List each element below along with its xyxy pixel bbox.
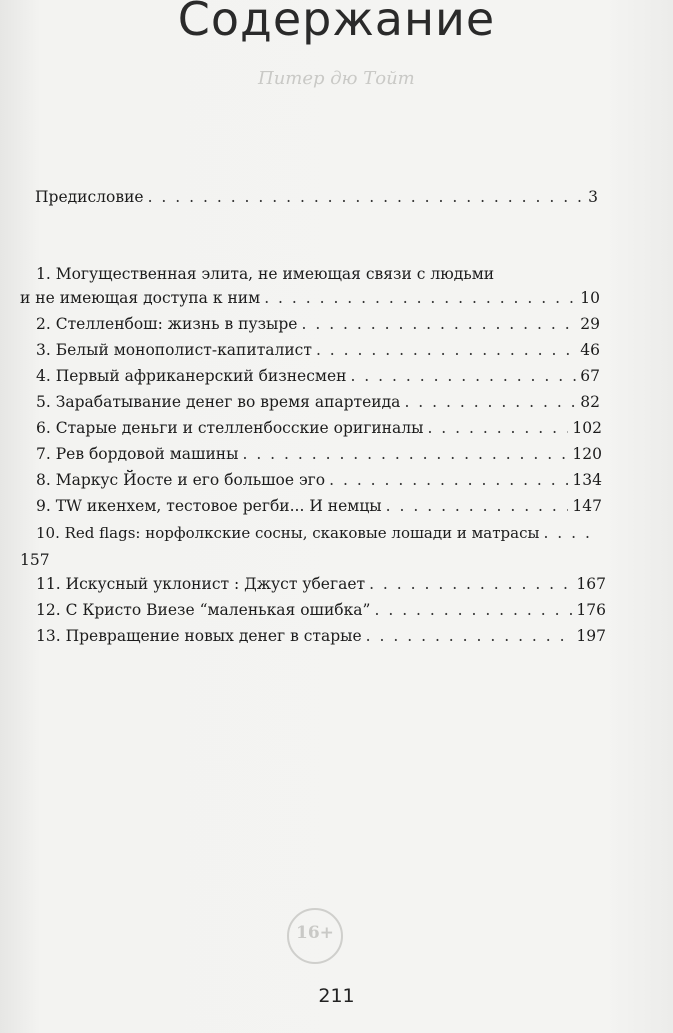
bleed-through-badge-text: 16+ — [296, 923, 334, 943]
toc-entry-label: 5. Зарабатывание денег во время апартеида — [36, 393, 401, 411]
toc-entry-label: 4. Первый африканерский бизнесмен — [36, 367, 347, 385]
toc-entry-label: 12. С Кристо Виезе “маленькая ошибка” — [36, 601, 371, 619]
toc-entry-9[interactable] — [36, 495, 602, 517]
toc-leader-dots — [329, 469, 568, 491]
toc-entry-label: 9. TW икенхем, тестовое регби... И немцы — [36, 497, 382, 515]
toc-entry-3[interactable] — [36, 339, 600, 361]
toc-entry-page: 176 — [576, 601, 606, 619]
toc-entry-page: 82 — [580, 393, 600, 411]
toc-entry-page: 197 — [576, 627, 606, 645]
toc-entry-10[interactable] — [36, 522, 604, 544]
toc-leader-dots — [316, 339, 576, 361]
toc-entry-label: 13. Превращение новых денег в старые — [36, 627, 362, 645]
toc-entry-label: 7. Рев бордовой машины — [36, 445, 239, 463]
bleed-through-author: Питер дю Тойт — [258, 68, 415, 89]
toc-entry-8[interactable] — [36, 469, 602, 491]
toc-leader-dots — [242, 443, 568, 465]
toc-entry-1-line1[interactable]: 1. Могущественная элита, не имеющая связи с людьми — [36, 265, 495, 283]
toc-entry-page: 46 — [580, 341, 600, 359]
toc-entry-6[interactable] — [36, 417, 602, 439]
toc-entry-5[interactable] — [36, 391, 600, 413]
toc-entry-preface[interactable] — [35, 186, 598, 208]
toc-entry-label: и не имеющая доступа к ним — [20, 289, 261, 307]
toc-leader-dots — [366, 625, 573, 647]
toc-entry-page: 3 — [588, 188, 598, 206]
toc-entry-page: 120 — [572, 445, 602, 463]
toc-leader-dots — [369, 573, 572, 595]
toc-entry-label: 10. Red flags: норфолкские сосны, скаковые лошади и матрасы — [36, 524, 540, 542]
toc-entry-label: 11. Искусный уклонист : Джуст убегает — [36, 575, 366, 593]
toc-entry-12[interactable] — [36, 599, 606, 621]
toc-entry-4[interactable] — [36, 365, 600, 387]
page-number: 211 — [318, 985, 355, 1007]
toc-leader-dots — [543, 522, 600, 544]
toc-entry-page: 29 — [580, 315, 600, 333]
toc-entry-label: 8. Маркус Йосте и его большое эго — [36, 471, 326, 489]
toc-entry-page: 167 — [576, 575, 606, 593]
toc-entry-label: 3. Белый монополист-капиталист — [36, 341, 312, 359]
toc-entry-13[interactable] — [36, 625, 606, 647]
toc-entry-10-page: 157 — [20, 551, 50, 569]
toc-entry-page: 134 — [572, 471, 602, 489]
toc-entry-2[interactable] — [36, 313, 600, 335]
toc-entry-11[interactable] — [36, 573, 606, 595]
toc-entry-label: 2. Стелленбош: жизнь в пузыре — [36, 315, 298, 333]
toc-entry-7[interactable] — [36, 443, 602, 465]
toc-leader-dots — [264, 287, 576, 309]
toc-entry-page: 147 — [572, 497, 602, 515]
toc-leader-dots — [301, 313, 576, 335]
page-title: Содержание — [177, 0, 496, 46]
toc-leader-dots — [350, 365, 576, 387]
toc-entry-label: 6. Старые деньги и стелленбосские оригиналы — [36, 419, 424, 437]
toc-leader-dots — [374, 599, 572, 621]
toc-entry-1[interactable] — [20, 287, 600, 309]
toc-leader-dots — [148, 186, 585, 208]
toc-leader-dots — [386, 495, 569, 517]
toc-entry-label: Предисловие — [35, 188, 144, 206]
toc-entry-page: 10 — [580, 289, 600, 307]
toc-entry-page: 67 — [580, 367, 600, 385]
toc-entry-page: 102 — [572, 419, 602, 437]
toc-leader-dots — [427, 417, 568, 439]
toc-leader-dots — [404, 391, 576, 413]
